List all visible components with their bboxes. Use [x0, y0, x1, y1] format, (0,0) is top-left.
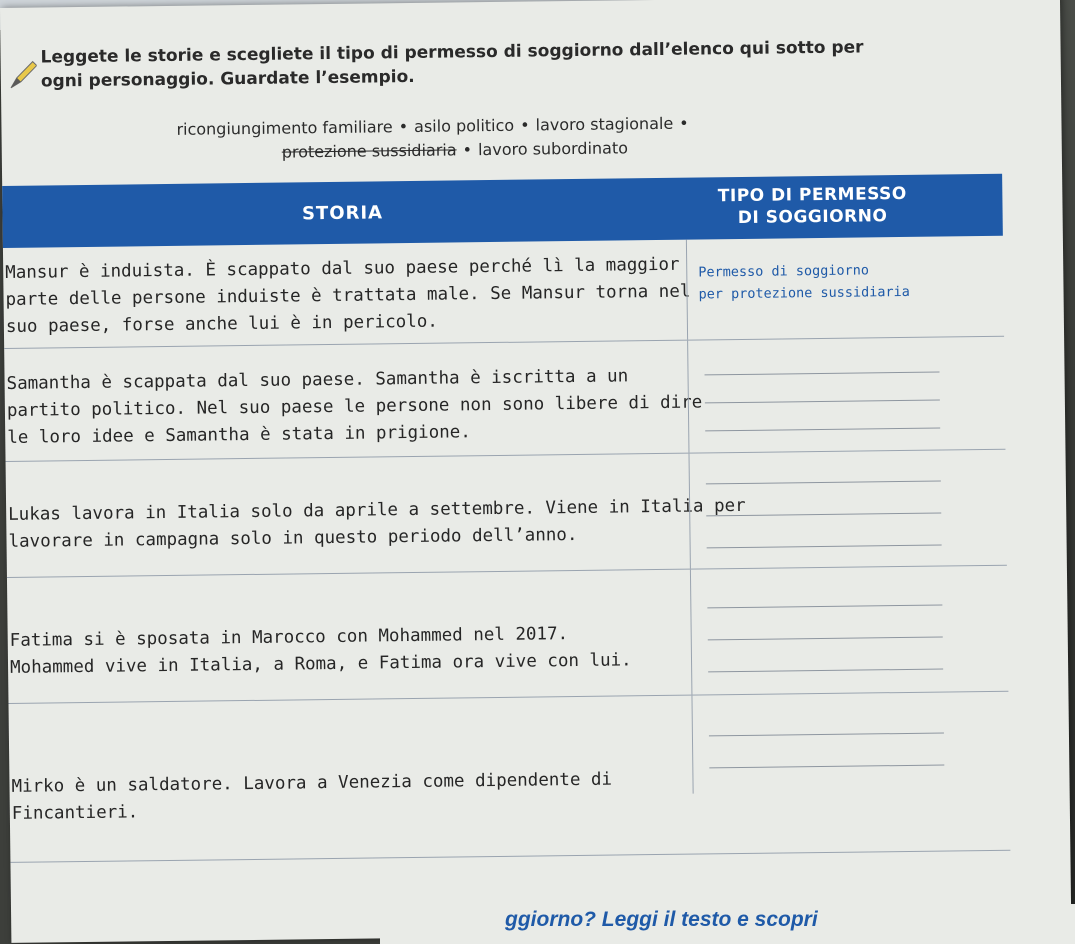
- story-text: Fatima si è sposata in Marocco con Mohammed nel 2017. Mohammed vive in Italia, a Roma, e Fatima ora vive con lui.: [9, 624, 632, 678]
- table-row: [6, 450, 1007, 578]
- answer-line[interactable]: [709, 765, 944, 769]
- table-row: [9, 692, 1011, 863]
- answer-line[interactable]: [705, 428, 940, 432]
- header-permit-line-2: DI SOGGIORNO: [737, 206, 888, 229]
- word-bank-item: lavoro stagionale: [535, 113, 674, 135]
- instruction-line-2: ogni personaggio. Guardate l’esempio.: [40, 66, 415, 92]
- answer-line[interactable]: [709, 733, 944, 737]
- word-bank: [176, 110, 857, 166]
- column-divider: [690, 570, 693, 695]
- bullet-separator: •: [398, 117, 409, 137]
- bullet-separator: •: [462, 140, 473, 160]
- story-text: Mansur è induista. È scappato dal suo paese perché lì la maggior parte delle persone induiste è trattata male. Se Mansur torna nel suo paese, forse anche lui è in pericolo.: [5, 254, 691, 337]
- answer-line[interactable]: [705, 372, 940, 376]
- bullet-separator: •: [520, 115, 530, 135]
- story-text: Mirko è un saldatore. Lavora a Venezia come dipendente di Fincantieri.: [11, 769, 613, 824]
- story-text: Lukas lavora in Italia solo da aprile a settembre. Viene in Italia per lavorare in campagna solo in questo periodo dell’anno.: [8, 495, 746, 552]
- instruction-line-1: Leggete le storie e scegliete il tipo di permesso di soggiorno dall’elenco qui sotto per: [40, 37, 864, 68]
- answer-line[interactable]: [705, 400, 940, 404]
- word-bank-item: ricongiungimento familiare: [176, 117, 393, 139]
- answer-line[interactable]: [708, 669, 943, 673]
- table-row: [3, 236, 1004, 349]
- example-answer: Permesso di soggiorno per protezione sussidiaria: [698, 262, 910, 303]
- answer-line[interactable]: [707, 605, 942, 609]
- word-bank-item-struck: protezione sussidiaria: [281, 140, 457, 162]
- table-row: [7, 566, 1008, 704]
- bullet-separator: •: [679, 113, 689, 133]
- answer-line[interactable]: [707, 545, 942, 549]
- exercise-instruction: [40, 35, 921, 94]
- header-permit-type: [682, 183, 943, 230]
- answer-line[interactable]: [706, 481, 941, 485]
- next-page-text: ggiorno? Leggi il testo e scopri: [505, 908, 818, 931]
- header-story: STORIA: [301, 201, 384, 224]
- header-permit-line-1: TIPO DI PERMESSO: [717, 183, 907, 207]
- table-row: [4, 337, 1005, 462]
- story-text: Samantha è scappata dal suo paese. Samantha è iscritta a un partito politico. Nel suo paese le persone non sono libere di dire le loro idee e Samantha è stata in prigione.: [6, 366, 703, 448]
- answer-line[interactable]: [708, 637, 943, 641]
- stories-table: [2, 174, 1010, 863]
- word-bank-item: lavoro subordinato: [477, 138, 629, 160]
- column-divider: [691, 696, 693, 794]
- word-bank-item: asilo politico: [413, 115, 515, 136]
- pencil-icon: [7, 58, 37, 92]
